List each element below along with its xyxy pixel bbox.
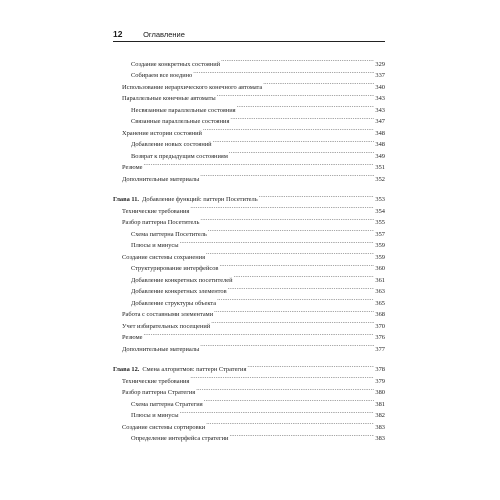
dot-leader <box>211 316 374 328</box>
toc-page-number: 381 <box>375 400 385 408</box>
chapter-label: Глава 11. <box>113 196 140 203</box>
toc-page-number: 343 <box>375 95 385 102</box>
entry-title-text: Схема паттерна Стратегия <box>131 400 203 408</box>
dot-leader <box>180 406 375 418</box>
table-of-contents <box>113 54 385 440</box>
toc-page-number: 348 <box>375 141 385 148</box>
toc-entry-title <box>122 174 199 186</box>
entry-title-text: Добавление функций: паттерн Посетитель <box>142 196 258 203</box>
toc-page-number: 351 <box>375 164 385 171</box>
toc-entry-title <box>122 344 199 356</box>
toc-entry-title <box>131 105 236 117</box>
toc-entry-title <box>131 286 227 298</box>
dot-leader <box>190 371 374 383</box>
toc-entry-title <box>122 93 216 105</box>
dot-leader <box>237 100 375 112</box>
toc-chapter-entry[interactable] <box>113 190 385 202</box>
dot-leader <box>203 123 374 135</box>
toc-entry-title <box>122 252 205 264</box>
entry-title-text: Технические требования <box>122 377 190 385</box>
toc-page-number: 340 <box>375 83 385 91</box>
entry-title-text: Добавление конкретных элементов <box>131 288 227 295</box>
toc-page-number: 352 <box>375 175 385 183</box>
toc-page-number: 359 <box>375 253 385 261</box>
dot-leader <box>214 305 374 317</box>
entry-title-text: Собираем все воедино <box>131 72 193 79</box>
entry-title-text: Схема паттерна Посетитель <box>131 230 207 238</box>
dot-leader <box>190 201 374 213</box>
toc-page-number: 353 <box>375 196 385 203</box>
toc-entry[interactable] <box>113 54 385 66</box>
toc-chapter-entry[interactable] <box>113 360 385 372</box>
entry-title-text: Структурирование интерфейсов <box>131 265 219 272</box>
toc-entry-title <box>122 128 202 140</box>
dot-leader <box>200 213 374 225</box>
toc-page-number: 354 <box>375 207 385 215</box>
chapter-label: Глава 12. <box>113 366 140 373</box>
toc-entry-title <box>131 263 218 275</box>
toc-page-number: 382 <box>375 412 385 419</box>
entry-title-text: Добавление конкретных посетителей <box>131 276 233 284</box>
entry-title-text: Дополнительные материалы <box>122 345 200 353</box>
toc-entry-title <box>131 139 212 151</box>
entry-title-text: Несвязанные параллельные состояния <box>131 106 236 114</box>
dot-leader <box>180 236 375 248</box>
toc-entry-title <box>122 332 142 344</box>
entry-title-text: Технические требования <box>122 207 190 215</box>
toc-entry-title <box>131 410 179 422</box>
toc-page-number: 383 <box>375 423 385 431</box>
dot-leader <box>263 77 374 89</box>
entry-title-text: Параллельные конечные автоматы <box>122 95 216 102</box>
toc-entry-title <box>122 217 199 229</box>
toc-entry-title <box>122 376 189 388</box>
running-header <box>113 28 385 42</box>
toc-page-number: 360 <box>375 265 385 272</box>
toc-page-number: 361 <box>375 276 385 284</box>
toc-entry[interactable] <box>113 169 385 181</box>
dot-leader <box>143 328 374 340</box>
toc-page-number: 343 <box>375 106 385 114</box>
dot-leader <box>143 158 374 170</box>
entry-title-text: Смена алгоритмов: паттерн Стратегия <box>142 366 247 373</box>
toc-page-number: 378 <box>375 366 385 373</box>
toc-entry[interactable] <box>113 328 385 340</box>
entry-title-text: Плюсы и минусы <box>131 412 179 419</box>
entry-title-text: Определение интерфейса стратегии <box>131 435 229 442</box>
dot-leader <box>213 135 375 147</box>
dot-leader <box>206 247 374 259</box>
dot-leader <box>200 169 374 181</box>
toc-page-number: 363 <box>375 288 385 295</box>
toc-entry-title <box>122 162 142 174</box>
entry-title-text: Добавление новых состояний <box>131 141 212 148</box>
toc-page-number: 370 <box>375 322 385 330</box>
toc-entry-title <box>131 298 216 310</box>
dot-leader <box>229 146 375 158</box>
entry-title-text: Возврат к предыдущим состояниям <box>131 152 228 160</box>
entry-title-text: Добавление структуры объекта <box>131 299 217 307</box>
toc-entry-title <box>122 422 205 434</box>
dot-leader <box>200 339 374 351</box>
toc-entry-title <box>131 70 192 82</box>
toc-page-number: 355 <box>375 219 385 226</box>
toc-entry-title <box>131 433 228 445</box>
entry-title-text: Создание конкретных состояний <box>131 60 221 68</box>
dot-leader <box>208 224 375 236</box>
dot-leader <box>196 383 374 395</box>
dot-leader <box>193 66 374 78</box>
entry-title-text: Разбор паттерна Посетитель <box>122 219 200 226</box>
entry-title-text: Резюме <box>122 334 143 341</box>
dot-leader <box>206 417 374 429</box>
entry-title-text: Работа с составными элементами <box>122 311 214 318</box>
entry-title-text: Создание системы сортировки <box>122 423 206 431</box>
toc-page-number: 376 <box>375 334 385 341</box>
entry-title-text: Разбор паттерна Стратегия <box>122 389 196 396</box>
toc-page-number: 337 <box>375 72 385 79</box>
dot-leader <box>217 293 374 305</box>
entry-title-text: Резюме <box>122 164 143 171</box>
toc-page-number: 359 <box>375 242 385 249</box>
dot-leader <box>217 89 375 101</box>
toc-entry-title <box>131 240 179 252</box>
page-number: 12 <box>113 29 123 39</box>
toc-page-number: 349 <box>375 152 385 160</box>
entry-title-text: Использование иерархического конечного автомата <box>122 83 263 91</box>
toc-entry-title <box>122 387 195 399</box>
header-title: Оглавление <box>143 30 185 39</box>
entry-title-text: Хранение истории состояний <box>122 129 202 137</box>
entry-title-text: Учет избирательных посещений <box>122 322 211 330</box>
dot-leader <box>229 429 374 441</box>
dot-leader <box>228 282 375 294</box>
toc-page-number: 377 <box>375 345 385 353</box>
dot-leader <box>247 360 374 372</box>
toc-page-number: 368 <box>375 311 385 318</box>
entry-title-text: Создание системы сохранения <box>122 253 206 261</box>
toc-page-number: 379 <box>375 377 385 385</box>
toc-page-number: 357 <box>375 230 385 238</box>
dot-leader <box>204 394 375 406</box>
dot-leader <box>221 54 374 66</box>
toc-page-number: 380 <box>375 389 385 396</box>
toc-page-number: 329 <box>375 60 385 68</box>
toc-entry[interactable] <box>113 158 385 170</box>
toc-entry[interactable] <box>113 339 385 351</box>
dot-leader <box>234 270 375 282</box>
dot-leader <box>219 259 374 271</box>
toc-entry-title <box>122 206 189 218</box>
entry-title-text: Связанные параллельные состояния <box>131 118 230 125</box>
dot-leader <box>230 112 374 124</box>
toc-page-number: 365 <box>375 299 385 307</box>
toc-entry-title <box>131 275 233 287</box>
entry-title-text: Дополнительные материалы <box>122 175 200 183</box>
toc-page-number: 347 <box>375 118 385 125</box>
dot-leader <box>259 190 375 202</box>
toc-page-number: 348 <box>375 129 385 137</box>
entry-title-text: Плюсы и минусы <box>131 242 179 249</box>
toc-page-number: 383 <box>375 435 385 442</box>
toc-entry-title <box>122 309 213 321</box>
